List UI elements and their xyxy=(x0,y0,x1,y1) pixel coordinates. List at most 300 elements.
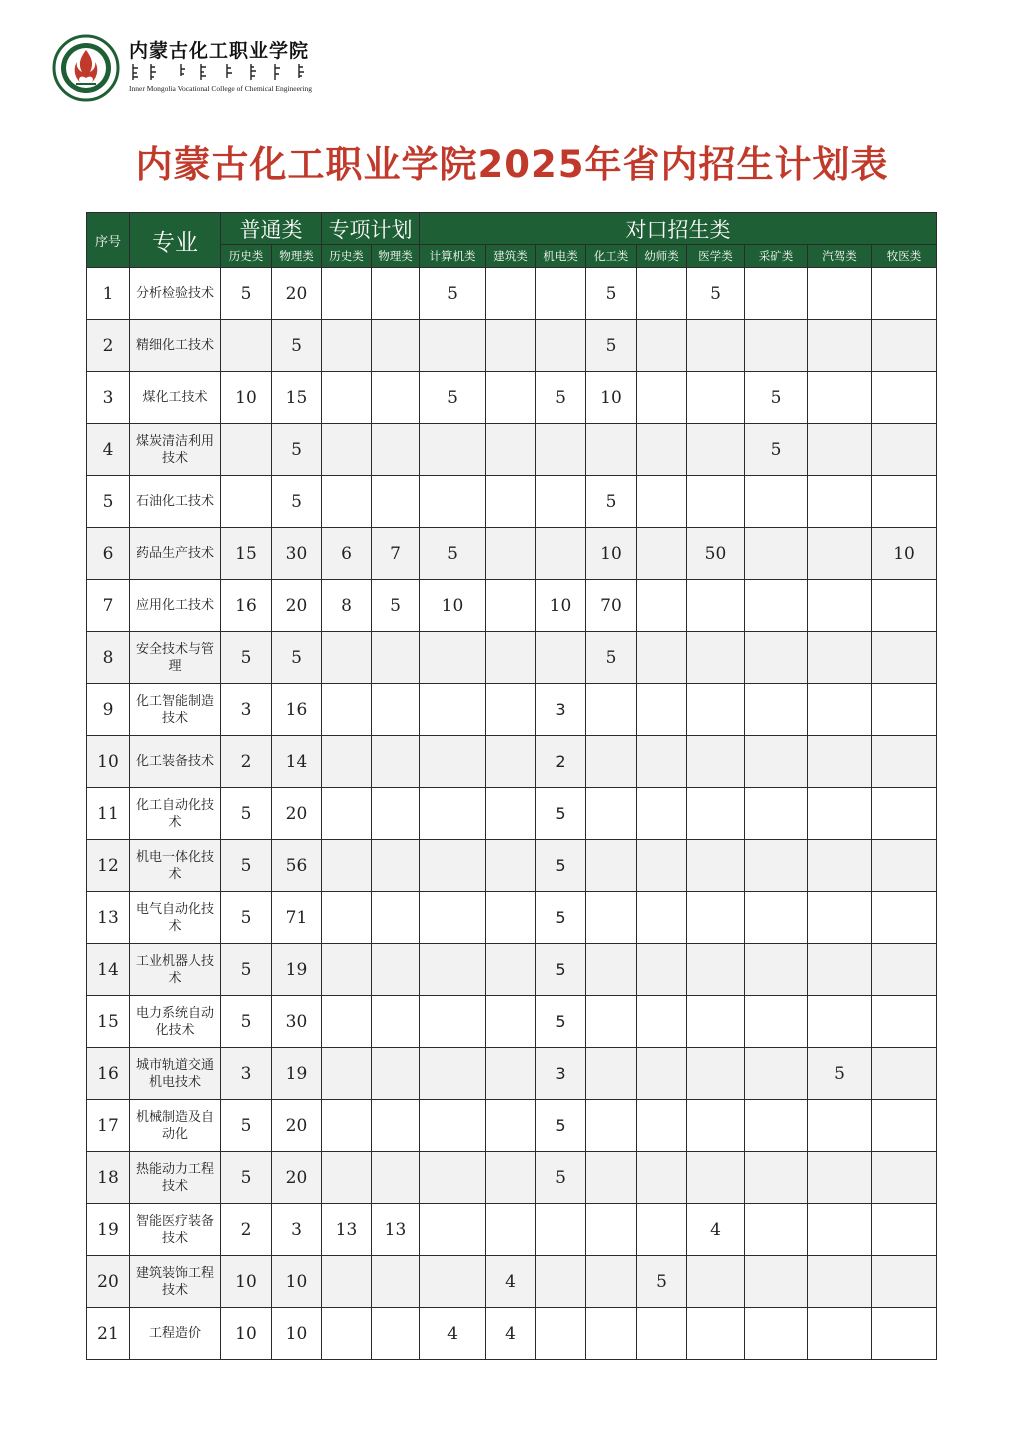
table-row xyxy=(87,424,937,476)
quota-cell: 5 xyxy=(221,892,272,944)
table-row xyxy=(87,1048,937,1100)
quota-cell xyxy=(536,320,586,372)
quota-cell xyxy=(586,736,637,788)
college-emblem-icon xyxy=(52,34,120,102)
quota-cell xyxy=(372,996,420,1048)
quota-cell xyxy=(745,476,808,528)
row-index: 11 xyxy=(87,788,130,840)
quota-cell xyxy=(637,632,687,684)
quota-cell: 3 xyxy=(221,684,272,736)
quota-cell: 5 xyxy=(536,1100,586,1152)
quota-cell xyxy=(637,320,687,372)
quota-cell xyxy=(687,372,745,424)
header-group-general: 普通类 xyxy=(221,213,322,245)
table-row xyxy=(87,268,937,320)
quota-cell: 16 xyxy=(221,580,272,632)
quota-cell xyxy=(486,424,536,476)
quota-cell: 56 xyxy=(272,840,322,892)
row-major: 机电一体化技术 xyxy=(130,840,221,892)
quota-cell xyxy=(586,944,637,996)
quota-cell xyxy=(420,996,486,1048)
quota-cell xyxy=(872,320,937,372)
quota-cell xyxy=(586,684,637,736)
quota-cell xyxy=(872,788,937,840)
quota-cell xyxy=(486,1152,536,1204)
quota-cell: 5 xyxy=(745,424,808,476)
quota-cell xyxy=(745,1100,808,1152)
row-index: 7 xyxy=(87,580,130,632)
quota-cell xyxy=(322,372,372,424)
table-row xyxy=(87,528,937,580)
quota-cell xyxy=(808,476,872,528)
quota-cell xyxy=(872,268,937,320)
logo-chinese-name: 内蒙古化工职业学院 xyxy=(129,40,310,62)
quota-cell xyxy=(637,528,687,580)
quota-cell: 30 xyxy=(272,996,322,1048)
quota-cell: 10 xyxy=(586,372,637,424)
quota-cell xyxy=(322,996,372,1048)
quota-cell: 4 xyxy=(687,1204,745,1256)
table-row xyxy=(87,1204,937,1256)
quota-cell xyxy=(872,736,937,788)
row-major: 城市轨道交通机电技术 xyxy=(130,1048,221,1100)
quota-cell: 5 xyxy=(221,996,272,1048)
quota-cell xyxy=(586,1100,637,1152)
table-row xyxy=(87,736,937,788)
quota-cell xyxy=(372,372,420,424)
quota-cell xyxy=(486,1204,536,1256)
quota-cell xyxy=(322,320,372,372)
quota-cell xyxy=(586,840,637,892)
quota-cell: 3 xyxy=(536,684,586,736)
quota-cell xyxy=(637,944,687,996)
quota-cell xyxy=(808,788,872,840)
quota-cell xyxy=(808,1308,872,1360)
quota-cell xyxy=(322,632,372,684)
quota-cell xyxy=(808,424,872,476)
quota-cell xyxy=(372,736,420,788)
quota-cell xyxy=(687,944,745,996)
quota-cell xyxy=(486,788,536,840)
quota-cell xyxy=(687,736,745,788)
quota-cell: 5 xyxy=(808,1048,872,1100)
quota-cell xyxy=(637,1100,687,1152)
quota-cell: 2 xyxy=(536,736,586,788)
quota-cell: 5 xyxy=(272,476,322,528)
quota-cell xyxy=(687,996,745,1048)
quota-cell xyxy=(637,840,687,892)
quota-cell: 5 xyxy=(536,892,586,944)
row-major: 电气自动化技术 xyxy=(130,892,221,944)
table-row xyxy=(87,1152,937,1204)
quota-cell xyxy=(872,684,937,736)
quota-cell xyxy=(536,1308,586,1360)
row-major: 机械制造及自动化 xyxy=(130,1100,221,1152)
quota-cell xyxy=(372,268,420,320)
quota-cell: 3 xyxy=(221,1048,272,1100)
quota-cell: 10 xyxy=(872,528,937,580)
quota-cell xyxy=(322,268,372,320)
sub-header-cell: 采矿类 xyxy=(745,245,808,268)
row-index: 13 xyxy=(87,892,130,944)
quota-cell xyxy=(637,1204,687,1256)
row-index: 8 xyxy=(87,632,130,684)
quota-cell xyxy=(420,320,486,372)
quota-cell xyxy=(420,736,486,788)
quota-cell: 19 xyxy=(272,1048,322,1100)
table-row xyxy=(87,632,937,684)
quota-cell xyxy=(808,320,872,372)
quota-cell xyxy=(745,892,808,944)
sub-header-cell: 化工类 xyxy=(586,245,637,268)
row-index: 16 xyxy=(87,1048,130,1100)
quota-cell: 10 xyxy=(221,1256,272,1308)
header-major: 专业 xyxy=(130,213,221,268)
table-row xyxy=(87,788,937,840)
quota-cell xyxy=(486,372,536,424)
quota-cell xyxy=(322,1256,372,1308)
quota-cell xyxy=(637,684,687,736)
quota-cell xyxy=(322,1100,372,1152)
quota-cell xyxy=(536,424,586,476)
quota-cell: 10 xyxy=(221,1308,272,1360)
quota-cell xyxy=(372,1048,420,1100)
quota-cell: 5 xyxy=(221,1100,272,1152)
quota-cell xyxy=(687,1256,745,1308)
quota-cell xyxy=(486,632,536,684)
sub-header-cell: 汽驾类 xyxy=(808,245,872,268)
quota-cell xyxy=(486,684,536,736)
quota-cell xyxy=(808,996,872,1048)
quota-cell: 5 xyxy=(745,372,808,424)
quota-cell xyxy=(872,996,937,1048)
quota-cell xyxy=(486,944,536,996)
quota-cell: 5 xyxy=(637,1256,687,1308)
quota-cell xyxy=(420,632,486,684)
quota-cell xyxy=(745,632,808,684)
quota-cell xyxy=(687,476,745,528)
quota-cell: 10 xyxy=(272,1308,322,1360)
quota-cell: 5 xyxy=(221,632,272,684)
quota-cell xyxy=(745,944,808,996)
table-row xyxy=(87,892,937,944)
header-group-vocational: 对口招生类 xyxy=(420,213,937,245)
quota-cell: 5 xyxy=(586,476,637,528)
quota-cell xyxy=(536,476,586,528)
quota-cell xyxy=(687,684,745,736)
quota-cell xyxy=(372,320,420,372)
row-index: 9 xyxy=(87,684,130,736)
quota-cell xyxy=(420,944,486,996)
quota-cell: 2 xyxy=(221,736,272,788)
table-row xyxy=(87,944,937,996)
quota-cell xyxy=(221,476,272,528)
row-major: 石油化工技术 xyxy=(130,476,221,528)
quota-cell xyxy=(420,892,486,944)
quota-cell xyxy=(808,1152,872,1204)
row-index: 12 xyxy=(87,840,130,892)
quota-cell xyxy=(745,684,808,736)
quota-cell xyxy=(486,1048,536,1100)
quota-cell xyxy=(637,1308,687,1360)
quota-cell: 10 xyxy=(420,580,486,632)
quota-cell xyxy=(536,632,586,684)
quota-cell xyxy=(745,1048,808,1100)
quota-cell xyxy=(745,1204,808,1256)
logo-english-name: Inner Mongolia Vocational College of Chemical Engineering xyxy=(129,84,313,93)
quota-cell: 30 xyxy=(272,528,322,580)
quota-cell xyxy=(637,736,687,788)
quota-cell xyxy=(322,684,372,736)
quota-cell xyxy=(687,320,745,372)
row-index: 4 xyxy=(87,424,130,476)
sub-header-cell: 历史类 xyxy=(322,245,372,268)
row-major: 电力系统自动化技术 xyxy=(130,996,221,1048)
quota-cell xyxy=(687,1152,745,1204)
quota-cell xyxy=(872,424,937,476)
quota-cell xyxy=(372,476,420,528)
quota-cell xyxy=(637,372,687,424)
quota-cell xyxy=(872,840,937,892)
quota-cell: 5 xyxy=(221,1152,272,1204)
quota-cell: 2 xyxy=(221,1204,272,1256)
quota-cell xyxy=(745,840,808,892)
row-major: 化工装备技术 xyxy=(130,736,221,788)
table-row xyxy=(87,580,937,632)
quota-cell xyxy=(687,1100,745,1152)
quota-cell xyxy=(536,528,586,580)
quota-cell xyxy=(372,944,420,996)
row-index: 14 xyxy=(87,944,130,996)
quota-cell xyxy=(372,424,420,476)
quota-cell xyxy=(745,736,808,788)
quota-cell xyxy=(637,892,687,944)
quota-cell xyxy=(420,1204,486,1256)
quota-cell xyxy=(486,892,536,944)
quota-cell xyxy=(872,892,937,944)
quota-cell xyxy=(637,1152,687,1204)
quota-cell xyxy=(687,424,745,476)
quota-cell: 5 xyxy=(536,788,586,840)
table-row xyxy=(87,476,937,528)
quota-cell xyxy=(637,1048,687,1100)
quota-cell xyxy=(586,424,637,476)
quota-cell xyxy=(808,372,872,424)
quota-cell xyxy=(372,1152,420,1204)
quota-cell xyxy=(420,1048,486,1100)
quota-cell: 15 xyxy=(221,528,272,580)
row-major: 药品生产技术 xyxy=(130,528,221,580)
quota-cell: 20 xyxy=(272,1152,322,1204)
quota-cell xyxy=(586,996,637,1048)
quota-cell: 13 xyxy=(322,1204,372,1256)
quota-cell xyxy=(745,268,808,320)
quota-cell xyxy=(872,372,937,424)
quota-cell xyxy=(486,528,536,580)
quota-cell xyxy=(808,1204,872,1256)
quota-cell xyxy=(322,892,372,944)
enrollment-plan-table xyxy=(86,212,937,1360)
quota-cell xyxy=(687,892,745,944)
sub-header-cell: 物理类 xyxy=(272,245,322,268)
quota-cell xyxy=(637,268,687,320)
quota-cell: 20 xyxy=(272,580,322,632)
row-major: 煤化工技术 xyxy=(130,372,221,424)
row-index: 19 xyxy=(87,1204,130,1256)
quota-cell: 8 xyxy=(322,580,372,632)
quota-cell xyxy=(637,996,687,1048)
quota-cell xyxy=(745,1256,808,1308)
row-index: 20 xyxy=(87,1256,130,1308)
quota-cell xyxy=(808,684,872,736)
quota-cell: 5 xyxy=(372,580,420,632)
quota-cell: 3 xyxy=(272,1204,322,1256)
quota-cell: 10 xyxy=(272,1256,322,1308)
quota-cell xyxy=(745,528,808,580)
quota-cell xyxy=(808,840,872,892)
quota-cell: 6 xyxy=(322,528,372,580)
quota-cell xyxy=(808,1100,872,1152)
quota-cell xyxy=(872,1100,937,1152)
quota-cell xyxy=(637,580,687,632)
quota-cell: 5 xyxy=(272,320,322,372)
quota-cell: 5 xyxy=(536,996,586,1048)
quota-cell xyxy=(486,476,536,528)
quota-cell: 70 xyxy=(586,580,637,632)
quota-cell xyxy=(322,736,372,788)
sub-header-cell: 医学类 xyxy=(687,245,745,268)
quota-cell xyxy=(872,476,937,528)
quota-cell: 3 xyxy=(536,1048,586,1100)
sub-header-cell: 计算机类 xyxy=(420,245,486,268)
quota-cell: 5 xyxy=(586,268,637,320)
sub-header-cell: 建筑类 xyxy=(486,245,536,268)
quota-cell xyxy=(745,1308,808,1360)
quota-cell xyxy=(808,528,872,580)
quota-cell xyxy=(687,1308,745,1360)
quota-cell xyxy=(536,268,586,320)
quota-cell: 5 xyxy=(272,424,322,476)
row-major: 应用化工技术 xyxy=(130,580,221,632)
quota-cell: 5 xyxy=(221,268,272,320)
table-row xyxy=(87,1100,937,1152)
quota-cell: 4 xyxy=(486,1256,536,1308)
quota-cell xyxy=(322,944,372,996)
quota-cell: 5 xyxy=(221,944,272,996)
quota-cell: 20 xyxy=(272,268,322,320)
sub-header-cell: 物理类 xyxy=(372,245,420,268)
quota-cell xyxy=(322,788,372,840)
quota-cell xyxy=(322,424,372,476)
quota-cell xyxy=(637,424,687,476)
quota-cell xyxy=(372,632,420,684)
quota-cell xyxy=(586,1308,637,1360)
row-index: 10 xyxy=(87,736,130,788)
quota-cell: 4 xyxy=(420,1308,486,1360)
row-index: 3 xyxy=(87,372,130,424)
quota-cell: 16 xyxy=(272,684,322,736)
quota-cell xyxy=(420,424,486,476)
quota-cell xyxy=(872,1204,937,1256)
quota-cell xyxy=(372,684,420,736)
quota-cell: 10 xyxy=(221,372,272,424)
quota-cell xyxy=(637,788,687,840)
quota-cell xyxy=(745,580,808,632)
quota-cell xyxy=(745,320,808,372)
quota-cell: 5 xyxy=(687,268,745,320)
quota-cell xyxy=(420,788,486,840)
quota-cell xyxy=(322,1048,372,1100)
row-index: 6 xyxy=(87,528,130,580)
row-index: 5 xyxy=(87,476,130,528)
header-group-special: 专项计划 xyxy=(322,213,420,245)
sub-header-cell: 幼师类 xyxy=(637,245,687,268)
quota-cell xyxy=(486,580,536,632)
quota-cell xyxy=(221,320,272,372)
row-major: 煤炭清洁利用技术 xyxy=(130,424,221,476)
quota-cell xyxy=(872,632,937,684)
quota-cell xyxy=(872,1256,937,1308)
quota-cell xyxy=(586,1256,637,1308)
quota-cell: 10 xyxy=(586,528,637,580)
quota-cell xyxy=(536,1204,586,1256)
quota-cell xyxy=(637,476,687,528)
quota-cell: 5 xyxy=(536,944,586,996)
quota-cell xyxy=(322,1152,372,1204)
quota-cell xyxy=(586,1152,637,1204)
quota-cell: 20 xyxy=(272,788,322,840)
table-row xyxy=(87,372,937,424)
quota-cell xyxy=(586,892,637,944)
quota-cell: 7 xyxy=(372,528,420,580)
quota-cell xyxy=(420,684,486,736)
row-index: 21 xyxy=(87,1308,130,1360)
quota-cell xyxy=(372,1308,420,1360)
row-major: 精细化工技术 xyxy=(130,320,221,372)
quota-cell xyxy=(372,892,420,944)
quota-cell xyxy=(687,580,745,632)
quota-cell xyxy=(808,892,872,944)
quota-cell xyxy=(372,1256,420,1308)
row-major: 化工自动化技术 xyxy=(130,788,221,840)
college-logo xyxy=(52,34,342,104)
quota-cell: 13 xyxy=(372,1204,420,1256)
row-major: 安全技术与管理 xyxy=(130,632,221,684)
quota-cell xyxy=(486,320,536,372)
quota-cell xyxy=(745,996,808,1048)
quota-cell xyxy=(872,580,937,632)
table-row xyxy=(87,1256,937,1308)
row-major: 工业机器人技术 xyxy=(130,944,221,996)
quota-cell xyxy=(486,1100,536,1152)
sub-header-cell: 历史类 xyxy=(221,245,272,268)
quota-cell xyxy=(808,580,872,632)
quota-cell xyxy=(322,476,372,528)
header-index: 序号 xyxy=(87,213,130,268)
quota-cell xyxy=(420,1152,486,1204)
quota-cell: 5 xyxy=(586,320,637,372)
quota-cell xyxy=(486,268,536,320)
quota-cell xyxy=(420,1256,486,1308)
quota-cell: 5 xyxy=(420,372,486,424)
row-major: 智能医疗装备技术 xyxy=(130,1204,221,1256)
table-row xyxy=(87,684,937,736)
quota-cell xyxy=(872,1048,937,1100)
quota-cell: 5 xyxy=(420,528,486,580)
quota-cell xyxy=(586,1048,637,1100)
quota-cell xyxy=(420,1100,486,1152)
quota-cell xyxy=(486,736,536,788)
